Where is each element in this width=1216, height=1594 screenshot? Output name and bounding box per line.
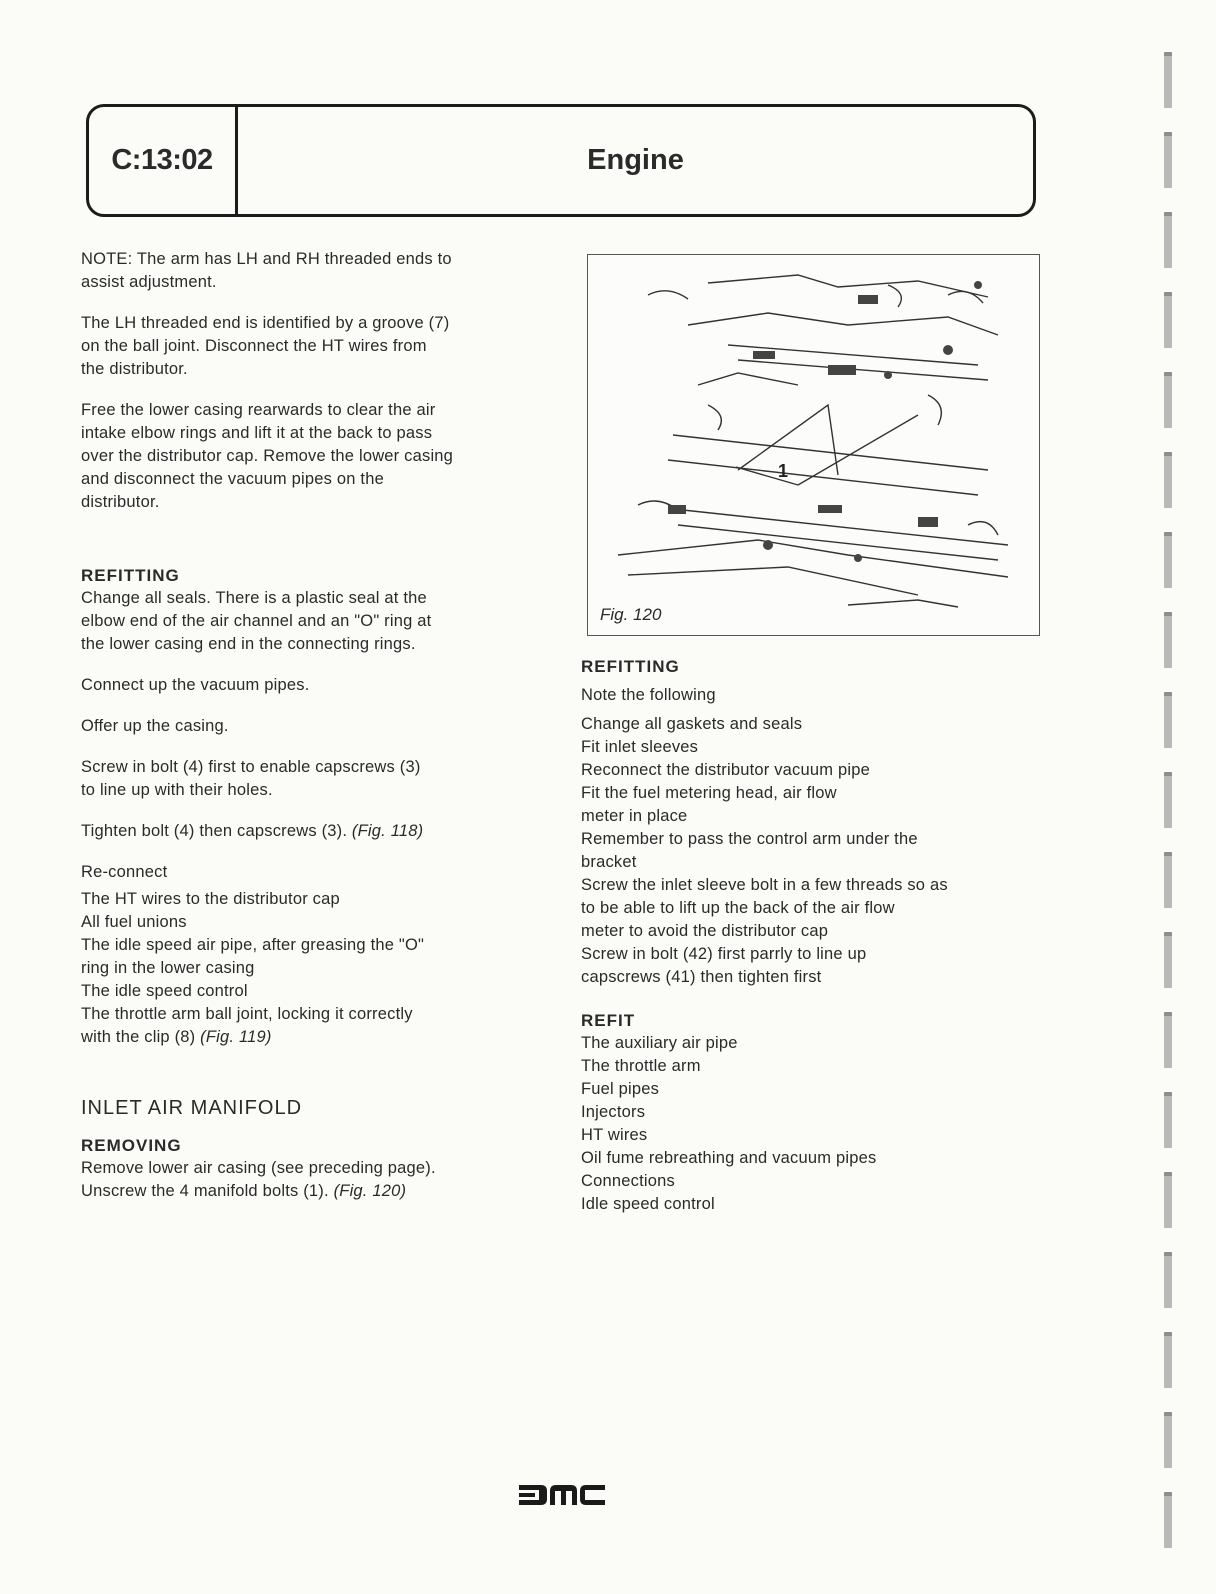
left-column: [81, 248, 536, 1203]
binder-tab: [1164, 452, 1172, 508]
refit-list: [581, 1032, 1041, 1216]
list-item: to be able to lift up the back of the air flow: [581, 899, 895, 917]
text-line: elbow end of the air channel and an "O" ring at: [81, 612, 432, 630]
list-item: meter to avoid the distributor cap: [581, 922, 829, 940]
page-title: Engine: [587, 144, 684, 176]
refitting-paragraph: [81, 564, 536, 656]
binder-tab: [1164, 1172, 1172, 1228]
list-item: Screw in bolt (42) first parrly to line up: [581, 945, 867, 963]
text-line: [81, 1180, 536, 1203]
screw-paragraph: [81, 756, 536, 802]
figure-120: [587, 254, 1040, 636]
engine-illustration: [588, 255, 1039, 635]
list-item: Remember to pass the control arm under the: [581, 830, 918, 848]
reconnect-list: [81, 888, 536, 1049]
list-item: Change all gaskets and seals: [581, 715, 803, 733]
list-item: HT wires: [581, 1126, 648, 1144]
text-line: Screw in bolt (4) first to enable capscrews (3): [81, 758, 421, 776]
list-item: Fit inlet sleeves: [581, 738, 699, 756]
text-line: Remove lower air casing (see preceding page).: [81, 1159, 436, 1177]
removing-heading: REMOVING: [81, 1136, 182, 1155]
binder-tab: [1164, 212, 1172, 268]
text-line: distributor.: [81, 493, 160, 511]
list-item: The idle speed control: [81, 982, 248, 1000]
list-item: The throttle arm: [581, 1057, 701, 1075]
list-item: Reconnect the distributor vacuum pipe: [581, 761, 870, 779]
binder-tab: [1164, 1332, 1172, 1388]
binder-tab: [1164, 1012, 1172, 1068]
section-heading: INLET AIR MANIFOLD: [81, 1097, 303, 1119]
binder-tab: [1164, 52, 1172, 108]
list-item: bracket: [581, 853, 637, 871]
refitting-list: [581, 713, 1041, 989]
text-line: and disconnect the vacuum pipes on the: [81, 470, 384, 488]
list-item: The idle speed air pipe, after greasing the "O": [81, 936, 425, 954]
text-line: Tighten bolt (4) then capscrews (3).: [81, 822, 348, 840]
text-line: The LH threaded end is identified by a groove (7): [81, 314, 450, 332]
text-line: NOTE: The arm has LH and RH threaded ends to: [81, 250, 452, 268]
section-code: C:13:02: [89, 107, 238, 214]
binder-tab: [1164, 1092, 1172, 1148]
text-line: over the distributor cap. Remove the lower casing: [81, 447, 454, 465]
binder-tab: [1164, 1492, 1172, 1548]
note-line: Note the following: [581, 686, 716, 704]
list-item: Idle speed control: [581, 1195, 715, 1213]
list-item: Injectors: [581, 1103, 646, 1121]
connect-paragraph: Connect up the vacuum pipes.: [81, 676, 310, 694]
text-line: on the ball joint. Disconnect the HT wires from: [81, 337, 427, 355]
refitting-heading: REFITTING: [81, 566, 180, 585]
binder-tab: [1164, 692, 1172, 748]
text-line: Unscrew the 4 manifold bolts (1).: [81, 1182, 329, 1200]
binder-tab: [1164, 1252, 1172, 1308]
note-paragraph: [81, 248, 536, 294]
text-line: assist adjustment.: [81, 273, 217, 291]
binder-tab: [1164, 772, 1172, 828]
free-casing-paragraph: [81, 399, 536, 514]
binder-tab: [1164, 532, 1172, 588]
text-line: Change all seals. There is a plastic seal at the: [81, 589, 427, 607]
list-item: Screw the inlet sleeve bolt in a few threads so as: [581, 876, 948, 894]
binder-tab: [1164, 292, 1172, 348]
tighten-paragraph: [81, 820, 536, 843]
text-line: to line up with their holes.: [81, 781, 273, 799]
binder-tab: [1164, 612, 1172, 668]
binder-tab: [1164, 932, 1172, 988]
binder-tab: [1164, 1412, 1172, 1468]
list-item: The auxiliary air pipe: [581, 1034, 738, 1052]
offer-paragraph: Offer up the casing.: [81, 717, 229, 735]
text-line: Free the lower casing rearwards to clear the air: [81, 401, 436, 419]
figure-reference: (Fig. 120): [333, 1182, 407, 1200]
list-item: Fuel pipes: [581, 1080, 660, 1098]
refit-heading: REFIT: [581, 1011, 636, 1030]
list-item: The HT wires to the distributor cap: [81, 890, 340, 908]
page-header: [86, 104, 1036, 217]
dmc-logo: [519, 1485, 605, 1505]
right-column: [581, 655, 1041, 1216]
removing-block: [81, 1134, 536, 1203]
binder-tab: [1164, 372, 1172, 428]
figure-reference: (Fig. 118): [351, 822, 424, 840]
binder-tab: [1164, 132, 1172, 188]
text-line: the lower casing end in the connecting rings.: [81, 635, 416, 653]
list-item: The throttle arm ball joint, locking it correctly: [81, 1005, 413, 1023]
list-item: ring in the lower casing: [81, 959, 255, 977]
figure-reference: (Fig. 119): [200, 1028, 272, 1046]
text-line: the distributor.: [81, 360, 188, 378]
text-line: with the clip (8): [81, 1028, 196, 1046]
list-item: Fit the fuel metering head, air flow: [581, 784, 837, 802]
text-line: intake elbow rings and lift it at the back to pass: [81, 424, 433, 442]
reconnect-heading: Re-connect: [81, 863, 168, 881]
list-item: Oil fume rebreathing and vacuum pipes: [581, 1149, 877, 1167]
refitting-heading: REFITTING: [581, 657, 680, 676]
list-item: All fuel unions: [81, 913, 187, 931]
figure-caption: Fig. 120: [600, 605, 662, 624]
binder-tab: [1164, 852, 1172, 908]
list-item: [81, 1026, 536, 1049]
list-item: capscrews (41) then tighten first: [581, 968, 822, 986]
list-item: Connections: [581, 1172, 675, 1190]
lh-end-paragraph: [81, 312, 536, 381]
list-item: meter in place: [581, 807, 688, 825]
callout-label: 1: [778, 461, 789, 481]
